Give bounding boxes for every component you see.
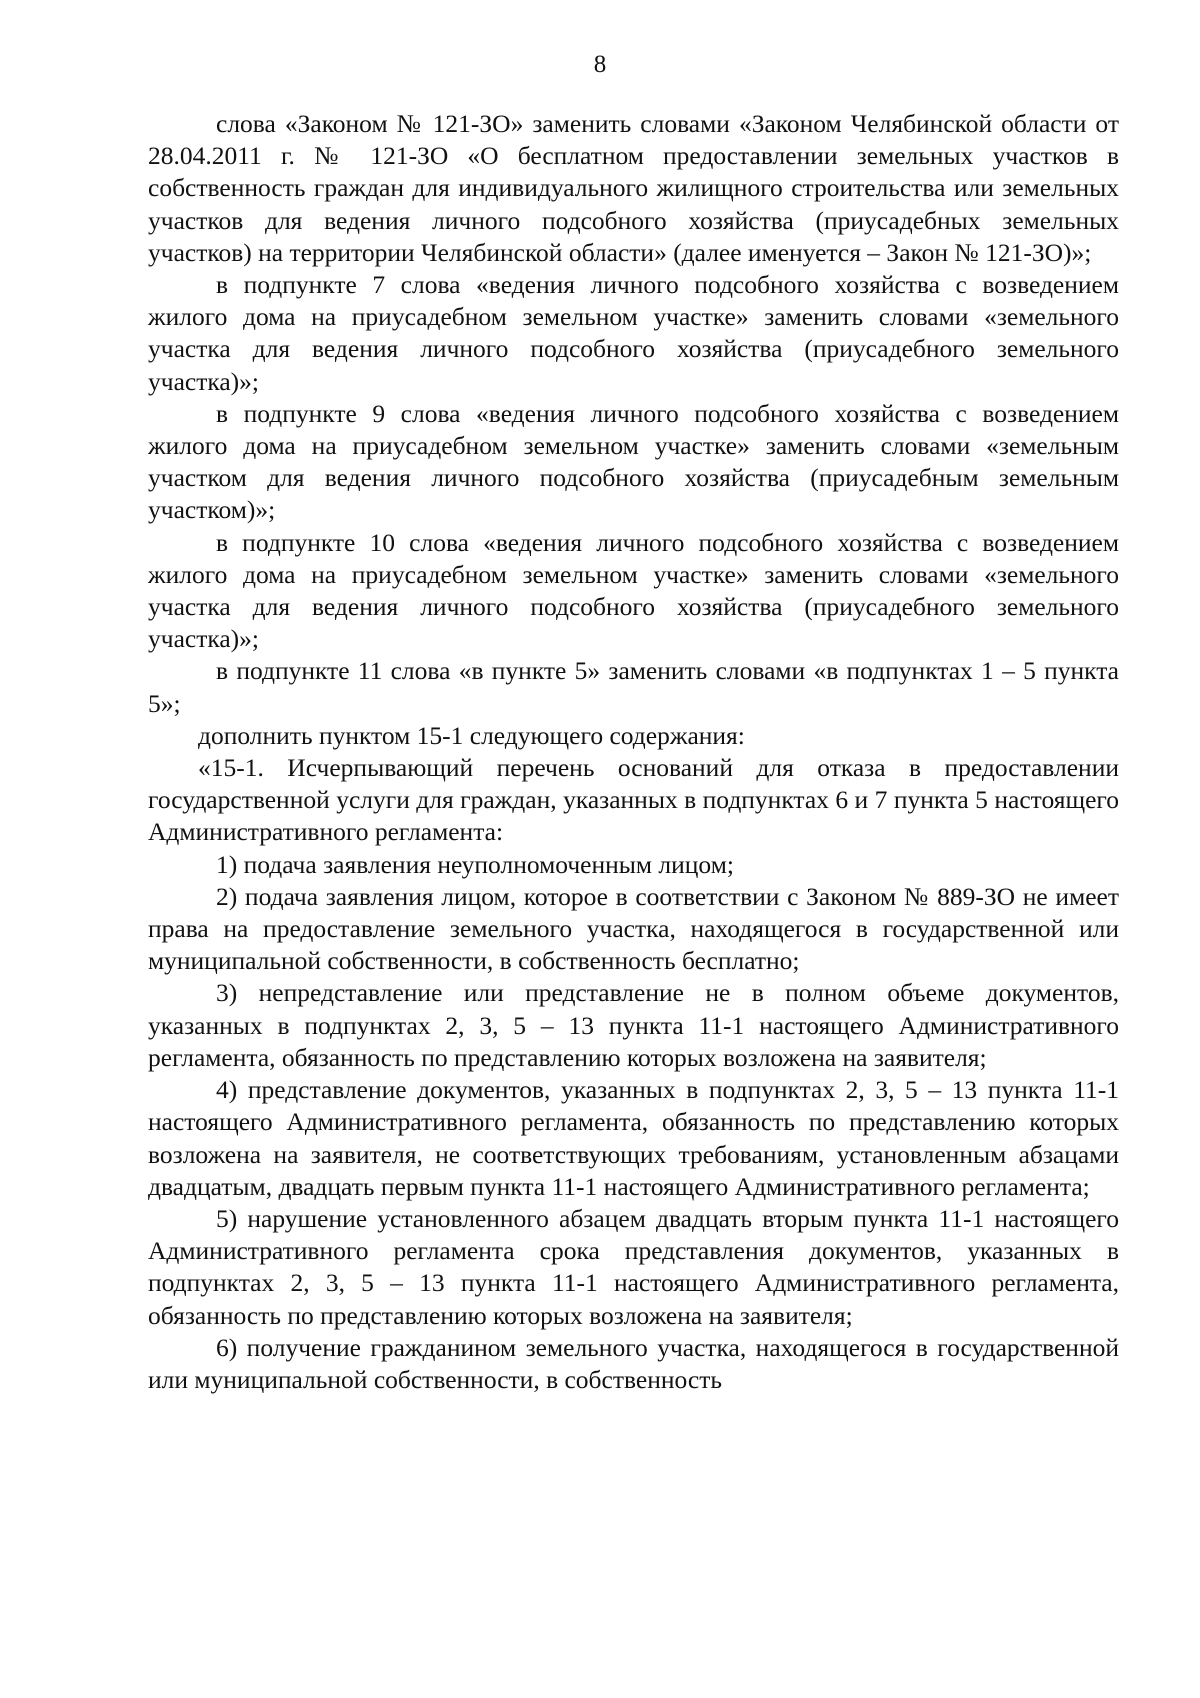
list-item: 6) получение гражданином земельного участка, находящегося в государственной или муниципальной собственности, в собственность — [148, 1332, 1119, 1394]
paragraph: слова «Законом № 121-ЗО» заменить словами «Законом Челябинской области от 28.04.2011 г. № 121-ЗО «О бесплатном предоставлении земельных участков в собственность граждан для индивидуального жилищного строительства или земельных участков для ведения личного подсобного хозяйства (приусадебных земельных участков) на территории Челябинской области» (далее именуется – Закон № 121-ЗО)»; — [148, 109, 1119, 267]
paragraph: в подпункте 7 слова «ведения личного подсобного хозяйства с возведением жилого дома на приусадебном земельном участке» заменить словами «земельного участка для ведения личного подсобного хозяйства (приусадебного земельного участка)»; — [148, 270, 1119, 396]
list-item: 3) непредставление или представление не в полном объеме документов, указанных в подпунктах 2, 3, 5 – 13 пункта 11-1 настоящего Административного регламента, обязанность по представлению которых возложена на заявителя; — [148, 978, 1119, 1072]
paragraph: «15-1. Исчерпывающий перечень оснований для отказа в предоставлении государственной услуги для граждан, указанных в подпунктах 6 и 7 пункта 5 настоящего Административного регламента: — [148, 753, 1119, 847]
document-body — [148, 108, 1119, 1396]
paragraph: в подпункте 10 слова «ведения личного подсобного хозяйства с возведением жилого дома на приусадебном земельном участке» заменить словами «земельного участка для ведения личного подсобного хозяйства (приусадебного земельного участка)»; — [148, 527, 1119, 654]
paragraph: в подпункте 11 слова «в пункте 5» заменить словами «в подпунктах 1 – 5 пункта 5»; — [148, 656, 1119, 718]
paragraph: в подпункте 9 слова «ведения личного подсобного хозяйства с возведением жилого дома на приусадебном земельном участке» заменить словами «земельным участком для ведения личного подсобного хозяйства (приусадебным земельным участком)»; — [148, 398, 1119, 525]
paragraph: дополнить пунктом 15-1 следующего содержания: — [198, 720, 745, 750]
list-item: 2) подача заявления лицом, которое в соответствии с Законом № 889-ЗО не имеет права на предоставление земельного участка, находящегося в государственной или муниципальной собственности, в собственность бесплатно; — [148, 881, 1119, 976]
list-item: 4) представление документов, указанных в подпунктах 2, 3, 5 – 13 пункта 11-1 настоящего Административного регламента, обязанность по представлению которых возложена на заявителя, не соответствующих требованиям, установленным абзацами двадцатым, двадцать первым пункта 11-1 настоящего Административного регламента; — [148, 1075, 1119, 1201]
list-item: 1) подача заявления неуполномоченным лицом; — [216, 849, 734, 879]
page-number: 8 — [593, 51, 607, 78]
list-item: 5) нарушение установленного абзацем двадцать вторым пункта 11-1 настоящего Административного регламента срока представления документов, указанных в подпунктах 2, 3, 5 – 13 пункта 11-1 настоящего Административного регламента, обязанность по представлению которых возложена на заявителя; — [148, 1203, 1119, 1330]
